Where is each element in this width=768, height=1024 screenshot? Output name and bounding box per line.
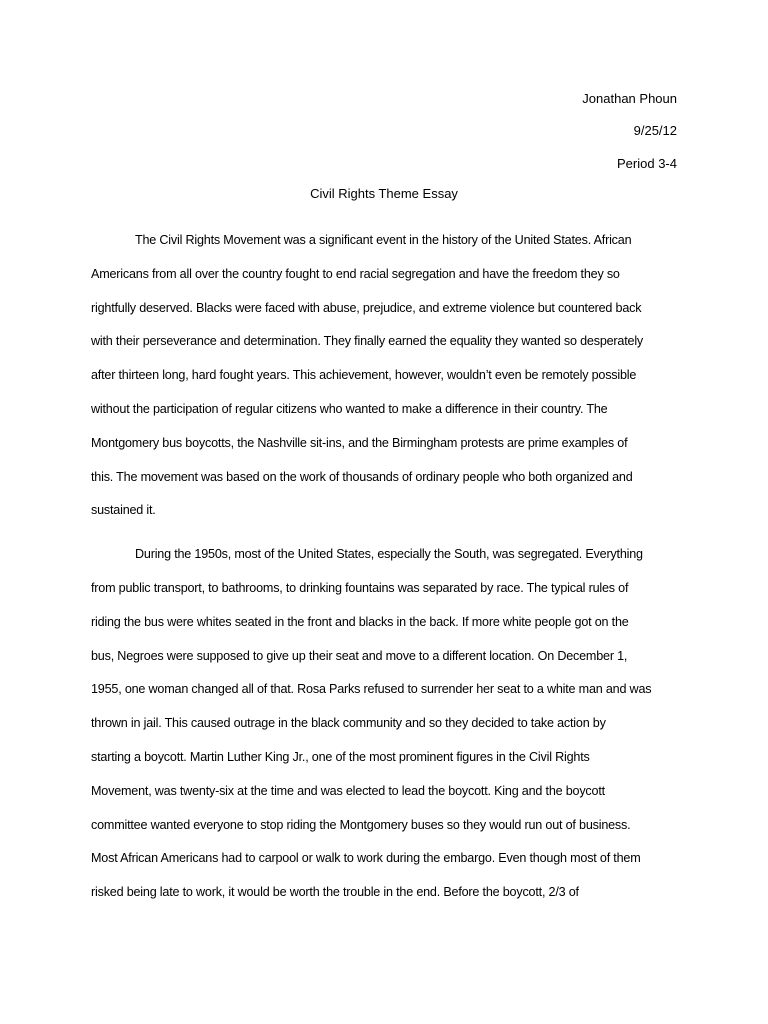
class-period: Period 3-4 xyxy=(617,156,677,171)
text-line: sustained it. xyxy=(91,503,156,518)
text-line: risked being late to work, it would be worth the trouble in the end. Before the boycott, 2/3 of xyxy=(91,885,579,900)
essay-title: Civil Rights Theme Essay xyxy=(310,186,458,201)
paragraph-2 xyxy=(91,538,691,910)
text-line: bus, Negroes were supposed to give up their seat and move to a different location. On December 1, xyxy=(91,648,628,663)
text-line: this. The movement was based on the work of thousands of ordinary people who both organized and xyxy=(91,469,633,484)
text-line: During the 1950s, most of the United States, especially the South, was segregated. Everything xyxy=(135,547,643,562)
text-line: starting a boycott. Martin Luther King Jr., one of the most prominent figures in the Civil Rights xyxy=(91,749,590,764)
paragraph-1 xyxy=(91,224,691,528)
text-line: The Civil Rights Movement was a significant event in the history of the United States. African xyxy=(135,233,632,247)
text-line: after thirteen long, hard fought years. This achievement, however, wouldn’t even be remotely possible xyxy=(91,368,637,383)
author-name: Jonathan Phoun xyxy=(582,91,677,106)
text-line: committee wanted everyone to stop riding the Montgomery buses so they would run out of business. xyxy=(91,817,631,832)
text-line: from public transport, to bathrooms, to drinking fountains was separated by race. The typical rules of xyxy=(91,580,629,595)
text-line: without the participation of regular citizens who wanted to make a difference in their country. The xyxy=(91,401,608,416)
text-line: Movement, was twenty-six at the time and was elected to lead the boycott. King and the boycott xyxy=(91,783,605,798)
essay-date: 9/25/12 xyxy=(633,123,677,138)
text-line: rightfully deserved. Blacks were faced with abuse, prejudice, and extreme violence but countered back xyxy=(91,300,642,315)
text-line: 1955, one woman changed all of that. Rosa Parks refused to surrender her seat to a white man and was xyxy=(91,682,652,697)
text-line: Most African Americans had to carpool or walk to work during the embargo. Even though most of them xyxy=(91,851,641,866)
text-line: with their perseverance and determination. They finally earned the equality they wanted so desperately xyxy=(91,334,644,349)
text-line: Americans from all over the country fought to end racial segregation and have the freedom they so xyxy=(91,266,620,281)
text-line: thrown in jail. This caused outrage in the black community and so they decided to take action by xyxy=(91,716,606,731)
text-line: Montgomery bus boycotts, the Nashville sit-ins, and the Birmingham protests are prime examples of xyxy=(91,435,628,450)
text-line: riding the bus were whites seated in the front and blacks in the back. If more white people got on the xyxy=(91,614,629,629)
paragraph-spacer xyxy=(91,528,691,538)
essay-body xyxy=(91,224,691,910)
